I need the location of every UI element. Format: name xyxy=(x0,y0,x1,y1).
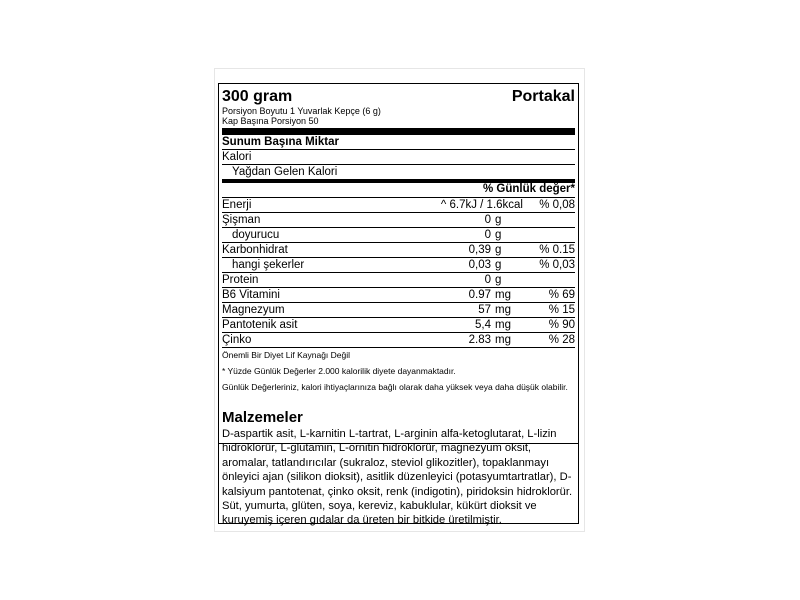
nutrient-name: Şişman xyxy=(222,214,261,226)
nutrient-amount: 0,39 xyxy=(468,244,491,256)
nutrient-row xyxy=(222,333,575,348)
nutrient-daily-value: % 28 xyxy=(548,334,575,346)
nutrient-daily-value: % 69 xyxy=(548,289,575,301)
nutrient-amount: 0.97 xyxy=(468,289,491,301)
nutrient-amount: 5,4 xyxy=(475,319,491,331)
ingredients-text: D-aspartik asit, L-karnitin L-tartrat, L-arginin alfa-ketoglutarat, L-lizin hidroklorür, L-glutamin, L-ornitin hidroklorür, magnezyum oksit, aromalar, tatlandırıcılar (sukraloz, steviol glikozitler), topaklanmayı önleyici ajan (silikon dioksit), asitlik düzenleyici (potasyumtartratlar), D-kalsiyum pantotenat, çinko oksit, renk (indigotin), piridoksin hidroklorür. Süt, yumurta, glüten, soya, kereviz, kabuklular, kükürt dioksit ve kuruyemiş içeren gıdalar da üreten bir bitkide üretilmiştir. xyxy=(222,428,573,527)
label-header xyxy=(222,86,575,106)
nutrient-amount: 57 xyxy=(478,304,491,316)
nutrient-amount: 2.83 xyxy=(468,334,491,346)
nutrient-row xyxy=(222,258,575,273)
thick-divider xyxy=(222,128,575,135)
nutrient-amount: ^ 6.7kJ / 1.6kcal xyxy=(440,199,523,211)
nutrition-label xyxy=(218,83,579,444)
nutrient-unit: g xyxy=(495,229,502,241)
calories-from-fat-row: Yağdan Gelen Kalori xyxy=(232,166,338,178)
nutrient-row xyxy=(222,303,575,318)
flavor-name: Portakal xyxy=(511,88,575,105)
nutrient-table xyxy=(222,198,575,348)
nutrient-row xyxy=(222,243,575,258)
nutrient-daily-value: % 0,08 xyxy=(539,199,575,211)
nutrient-unit: g xyxy=(495,244,502,256)
nutrient-name: doyurucu xyxy=(232,229,280,241)
nutrient-amount: 0 xyxy=(484,214,491,226)
nutrient-daily-value: % 0,03 xyxy=(539,259,575,271)
nutrient-row xyxy=(222,273,575,288)
daily-value-header: % Günlük değer* xyxy=(222,183,575,198)
nutrient-row xyxy=(222,228,575,243)
serving-size: Porsiyon Boyutu 1 Yuvarlak Kepçe (6 g) xyxy=(222,106,381,116)
nutrient-name: Enerji xyxy=(222,199,252,211)
nutrient-name: Protein xyxy=(222,274,259,286)
nutrient-row xyxy=(222,318,575,333)
nutrient-name: Karbonhidrat xyxy=(222,244,288,256)
nutrient-name: Çinko xyxy=(222,334,252,346)
calorie-needs-footnote: Günlük Değerleriniz, kalori ihtiyaçlarınıza bağlı olarak daha yüksek veya daha düşük olabilir. xyxy=(222,382,568,392)
nutrient-amount: 0 xyxy=(484,274,491,286)
nutrient-unit: mg xyxy=(495,304,511,316)
nutrient-amount: 0 xyxy=(484,229,491,241)
servings-per-container: Kap Başına Porsiyon 50 xyxy=(222,116,319,126)
nutrient-unit: mg xyxy=(495,289,511,301)
nutrient-unit: g xyxy=(495,214,502,226)
nutrient-unit: mg xyxy=(495,319,511,331)
nutrient-amount: 0,03 xyxy=(468,259,491,271)
nutrient-unit: g xyxy=(495,274,502,286)
net-weight: 300 gram xyxy=(222,88,293,105)
nutrition-facts-panel xyxy=(214,68,585,532)
nutrient-unit: mg xyxy=(495,334,511,346)
nutrient-name: hangi şekerler xyxy=(232,259,305,271)
nutrient-row xyxy=(222,288,575,303)
fiber-note: Önemli Bir Diyet Lif Kaynağı Değil xyxy=(222,350,351,360)
nutrient-row xyxy=(222,198,575,213)
nutrient-daily-value: % 0.15 xyxy=(539,244,575,256)
nutrient-unit: g xyxy=(495,259,502,271)
calories-row: Kalori xyxy=(222,150,575,165)
nutrient-daily-value: % 90 xyxy=(548,319,575,331)
daily-value-footnote: * Yüzde Günlük Değerler 2.000 kalorilik diyete dayanmaktadır. xyxy=(222,366,456,376)
nutrient-name: Pantotenik asit xyxy=(222,319,298,331)
nutrient-daily-value: % 15 xyxy=(548,304,575,316)
nutrient-name: Magnezyum xyxy=(222,304,285,316)
amount-per-serving-heading: Sunum Başına Miktar xyxy=(222,135,575,150)
nutrient-name: B6 Vitamini xyxy=(222,289,280,301)
ingredients-title: Malzemeler xyxy=(222,409,303,426)
nutrient-row xyxy=(222,213,575,228)
ingredients-section xyxy=(218,407,579,527)
